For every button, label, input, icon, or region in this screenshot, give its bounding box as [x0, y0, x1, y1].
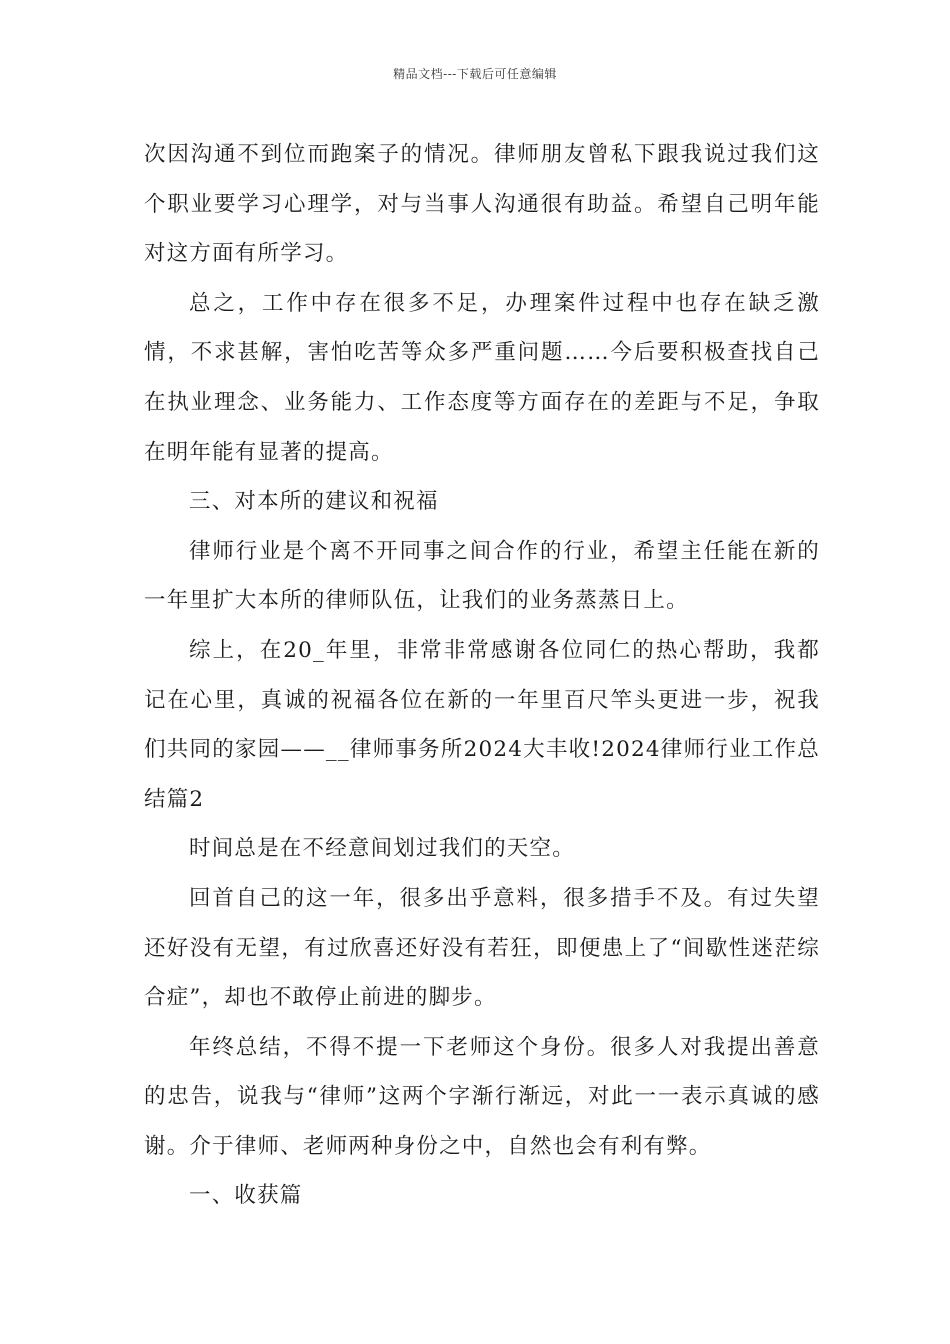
paragraph-conclusion: 综上，在20_年里，非常非常感谢各位同仁的热心帮助，我都记在心里，真诚的祝福各位在新的一年里百尺竿头更进一步，祝我们共同的家园——__律师事务所2024大丰收!2024律师行业工作总结篇2	[144, 637, 820, 812]
section-heading-harvest: 一、收获篇	[189, 1183, 303, 1209]
section-heading-suggestions: 三、对本所的建议和祝福	[189, 489, 439, 515]
document-body	[144, 130, 820, 1221]
paragraph-continuation: 次因沟通不到位而跑案子的情况。律师朋友曾私下跟我说过我们这个职业要学习心理学，对与当事人沟通很有助益。希望自己明年能对这方面有所学习。	[144, 142, 820, 267]
paragraph-review: 回首自己的这一年，很多出乎意料，很多措手不及。有过失望还好没有无望，有过欣喜还好没有若狂，即便患上了“间歇性迷茫综合症”，却也不敢停止前进的脚步。	[144, 885, 820, 1011]
paragraph-suggestion: 律师行业是个离不开同事之间合作的行业，希望主任能在新的一年里扩大本所的律师队伍，让我们的业务蒸蒸日上。	[144, 538, 820, 614]
paragraph-summary: 总之，工作中存在很多不足，办理案件过程中也存在缺乏激情，不求甚解，害怕吃苦等众多严重问题……今后要积极查找自己在执业理念、业务能力、工作态度等方面存在的差距与不足，争取在明年能有显著的提高。	[144, 290, 820, 465]
page-header: 精品文档---下载后可任意编辑	[393, 67, 557, 81]
paragraph-year-end: 年终总结，不得不提一下老师这个身份。很多人对我提出善意的忠告，说我与“律师”这两个字渐行渐远，对此一一表示真诚的感谢。介于律师、老师两种身份之中，自然也会有利有弊。	[144, 1034, 820, 1159]
paragraph-time: 时间总是在不经意间划过我们的天空。	[189, 836, 575, 862]
